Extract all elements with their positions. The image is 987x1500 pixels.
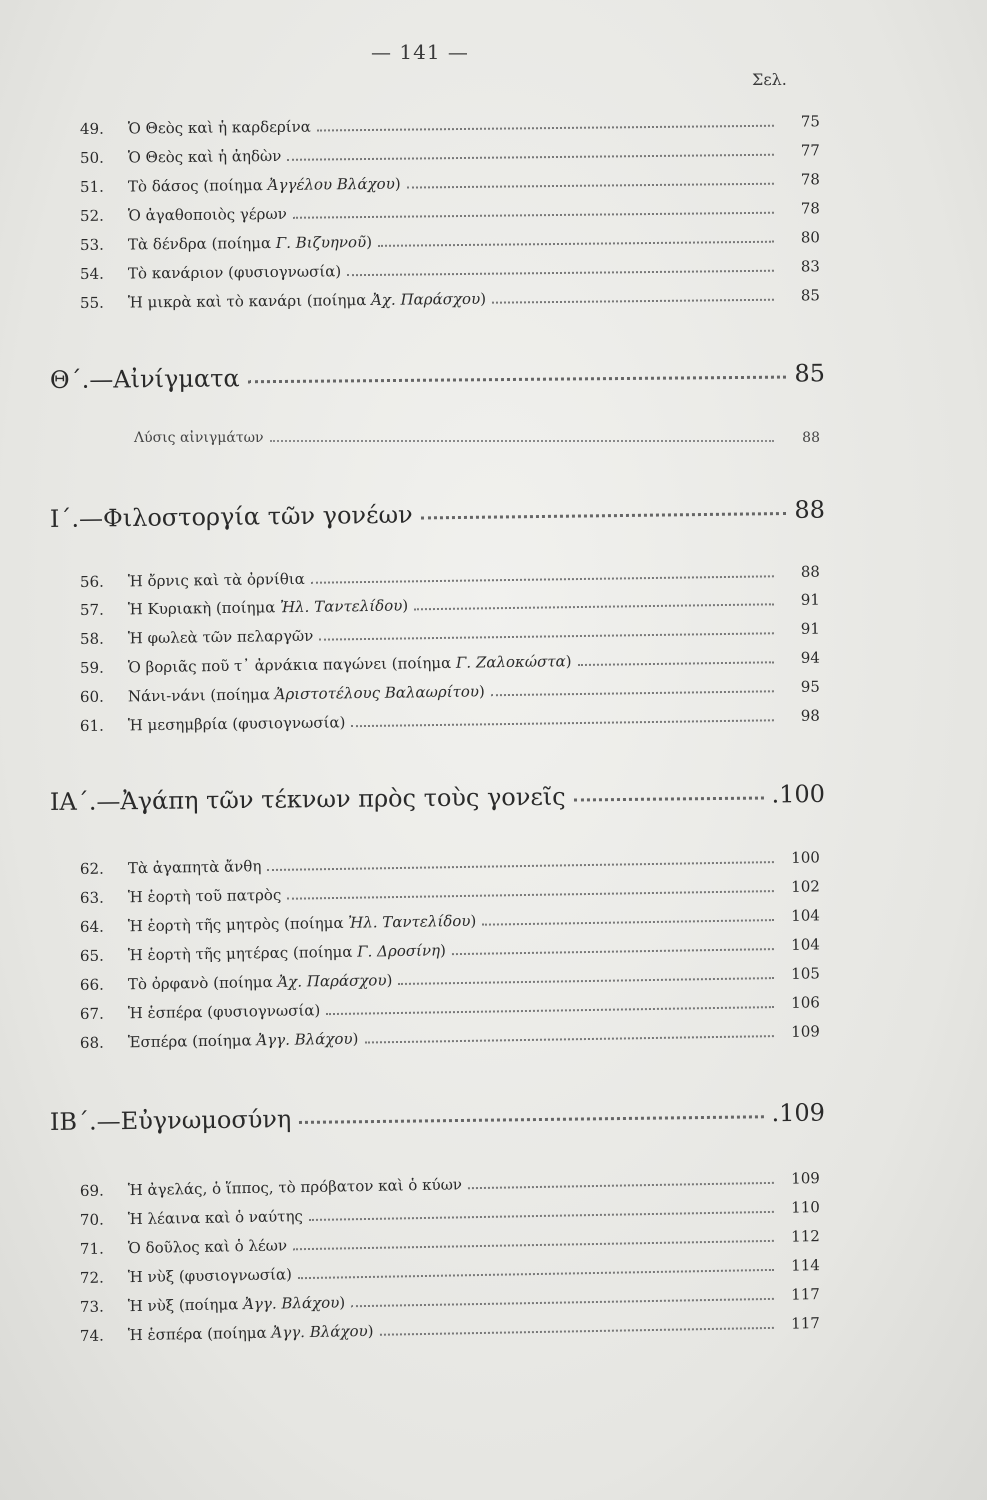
toc-entry: 68. Ἑσπέρα (ποίημα Ἀγγ. Βλάχου) 109 — [79, 1022, 821, 1052]
toc-entry: 58. Ἡ φωλεὰ τῶν πελαργῶν 91 — [79, 619, 821, 648]
leader-dots — [317, 123, 774, 131]
leader-dots — [293, 210, 774, 218]
toc-entry: 69. Ἡ ἀγελάς, ὁ ἵππος, τὸ πρόβατον καὶ ὁ κύων 109 — [79, 1169, 820, 1200]
leader-dots — [311, 574, 774, 583]
page-column-header: Σελ. — [752, 70, 787, 89]
leader-dots — [491, 689, 774, 696]
leader-dots — [347, 268, 774, 275]
leader-dots — [293, 1238, 774, 1249]
toc-entry: 51. Τὸ δάσος (ποίημα Ἀγγέλου Βλάχου) 78 — [79, 170, 821, 196]
leader-dots — [492, 297, 774, 303]
leader-dots — [574, 796, 764, 802]
section-heading: Θ΄.—Αἰνίγματα 85 — [49, 359, 826, 394]
leader-dots — [414, 602, 774, 610]
page-number: — 141 — — [371, 40, 469, 64]
leader-dots — [267, 860, 774, 871]
leader-dots — [407, 181, 774, 188]
leader-dots — [248, 375, 787, 384]
toc-entry: 61. Ἡ μεσημβρία (φυσιογνωσία) 98 — [79, 706, 821, 735]
toc-entry: 70. Ἡ λέαινα καὶ ὁ ναύτης 110 — [79, 1198, 820, 1229]
toc-entry: 64. Ἡ ἑορτὴ τῆς μητρὸς (ποίημα Ἠλ. Ταντελίδου) 104 — [79, 906, 821, 936]
section-heading: ΙΑ΄.—Ἀγάπη τῶν τέκνων πρὸς τοὺς γονεῖς .100 — [49, 779, 826, 816]
toc-entry: 50. Ὁ Θεὸς καὶ ἡ ἀηδὼν 77 — [79, 141, 821, 167]
toc-entry: 65. Ἡ ἑορτὴ τῆς μητέρας (ποίημα Γ. Δροσίνη) 104 — [79, 935, 821, 965]
toc-entry: 60. Νάνι-νάνι (ποίημα Ἀριστοτέλους Βαλαωρίτου) 95 — [79, 677, 821, 706]
leader-dots — [468, 1180, 774, 1188]
toc-entry: 55. Ἡ μικρὰ καὶ τὸ κανάρι (ποίημα Ἀχ. Παράσχου) 85 — [79, 286, 821, 312]
leader-dots — [452, 947, 774, 955]
section-heading: Ι΄.—Φιλοστοργία τῶν γονέων 88 — [49, 495, 826, 533]
leader-dots — [287, 152, 774, 160]
leader-dots — [326, 1005, 774, 1015]
toc-entry: 71. Ὁ δοῦλος καὶ ὁ λέων 112 — [79, 1227, 820, 1258]
toc-entry: 63. Ἡ ἑορτὴ τοῦ πατρὸς 102 — [79, 877, 821, 907]
toc-subentry: Λύσις αἰνιγμάτων 88 — [134, 430, 820, 446]
leader-dots — [351, 718, 774, 727]
toc-entry: 74. Ἡ ἑσπέρα (ποίημα Ἀγγ. Βλάχου) 117 — [79, 1314, 820, 1345]
leader-dots — [299, 1114, 763, 1124]
toc-entry: 66. Τὸ ὀρφανὸ (ποίημα Ἀχ. Παράσχου) 105 — [79, 964, 821, 994]
toc-entry: 67. Ἡ ἑσπέρα (φυσιογνωσία) 106 — [79, 993, 821, 1023]
toc-entry: 73. Ἡ νὺξ (ποίημα Ἀγγ. Βλάχου) 117 — [79, 1285, 820, 1316]
section-heading: ΙΒ΄.—Εὐγνωμοσύνη .109 — [49, 1098, 826, 1136]
leader-dots — [398, 976, 774, 985]
leader-dots — [380, 1325, 774, 1335]
leader-dots — [482, 918, 774, 926]
toc-entry: 59. Ὁ βοριᾶς ποῦ τ᾽ ἀρνάκια παγώνει (ποίημα Γ. Ζαλοκώστα) 94 — [79, 648, 821, 677]
leader-dots — [287, 889, 774, 900]
leader-dots — [298, 1267, 774, 1278]
toc-entry: 52. Ὁ ἀγαθοποιὸς γέρων 78 — [79, 199, 821, 225]
toc-entry: 56. Ἡ ὄρνις καὶ τὰ ὀρνίθια 88 — [79, 562, 821, 591]
leader-dots — [309, 1209, 774, 1220]
leader-dots — [351, 1296, 774, 1306]
toc-entry: 54. Τὸ κανάριον (φυσιογνωσία) 83 — [79, 257, 821, 283]
toc-entry: 72. Ἡ νὺξ (φυσιογνωσία) 114 — [79, 1256, 820, 1287]
leader-dots — [364, 1034, 773, 1043]
leader-dots — [270, 440, 775, 442]
leader-dots — [378, 239, 774, 246]
toc-entry: 49. Ὁ Θεὸς καὶ ἡ καρδερίνα 75 — [79, 112, 821, 138]
leader-dots — [578, 660, 774, 666]
toc-entry: 62. Τὰ ἀγαπητὰ ἄνθη 100 — [79, 848, 821, 878]
toc-entry: 57. Ἡ Κυριακὴ (ποίημα Ἠλ. Ταντελίδου) 91 — [79, 590, 821, 619]
leader-dots — [319, 631, 774, 640]
leader-dots — [421, 511, 787, 519]
toc-entry: 53. Τὰ δένδρα (ποίημα Γ. Βιζυηνοῦ) 80 — [79, 228, 821, 254]
